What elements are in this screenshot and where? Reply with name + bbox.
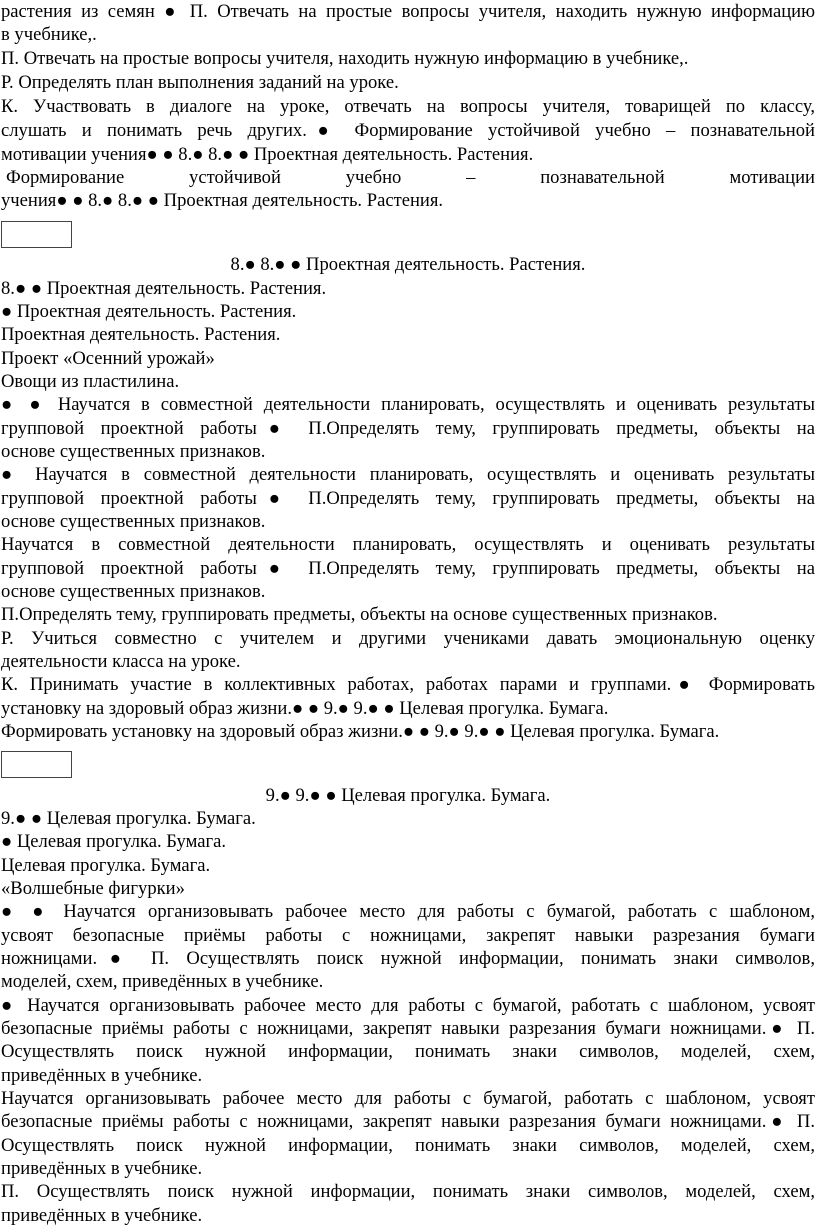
text-line: основе существенных признаков. (1, 441, 266, 462)
text-line: ● Научатся в совместной деятельности планировать, осуществлять и оценивать результаты (1, 464, 815, 485)
text-line: Научатся организовывать рабочее место для работы с бумагой, работать с шаблоном, усвоят (1, 1088, 815, 1109)
text-line: П. Отвечать на простые вопросы учителя, находить нужную информацию в учебнике,. (1, 48, 689, 69)
text-line: 9.● ● Целевая прогулка. Бумага. (1, 808, 256, 829)
text-line: безопасные приёмы работы с ножницами, закрепят навыки разрезания бумаги ножницами.● П. (1, 1018, 815, 1039)
text-line: К. Принимать участие в коллективных работах, работах парами и группами.● Формировать (1, 674, 815, 695)
text-line: приведённых в учебнике. (1, 1205, 203, 1226)
text-line: деятельности класса на уроке. (1, 651, 241, 672)
text-line: 8.● ● Проектная деятельность. Растения. (1, 278, 327, 299)
text-line: 9.● 9.● ● Целевая прогулка. Бумага. (265, 785, 551, 806)
text-line: основе существенных признаков. (1, 581, 266, 602)
text-line: групповой проектной работы● П.Определять тему, группировать предметы, объекты на (1, 418, 815, 439)
text-line: «Волшебные фигурки» (1, 878, 185, 899)
text-line: П.Определять тему, группировать предметы, объекты на основе существенных признаков. (1, 604, 718, 625)
text-line: Проектная деятельность. Растения. (1, 324, 281, 345)
text-line: Научатся в совместной деятельности планировать, осуществлять и оценивать результаты (1, 534, 815, 555)
text-line: Осуществлять поиск нужной информации, понимать знаки символов, моделей, схем, (1, 1135, 815, 1156)
text-line: мотивации учения● ● 8.● 8.● ● Проектная деятельность. Растения. (1, 144, 534, 165)
text-line: групповой проектной работы● П.Определять тему, группировать предметы, объекты на (1, 488, 815, 509)
text-line: ● Проектная деятельность. Растения. (1, 301, 297, 322)
text-line: основе существенных признаков. (1, 511, 266, 532)
empty-table-cell (1, 221, 72, 248)
text-line: установку на здоровый образ жизни.● ● 9.● 9.● ● Целевая прогулка. Бумага. (1, 698, 609, 719)
text-line: усвоят безопасные приёмы работы с ножницами, закрепят навыки разрезания бумаги (1, 925, 815, 946)
text-line: Р. Учиться совместно с учителем и другими учениками давать эмоциональную оценку (1, 628, 815, 649)
text-line: ● Целевая прогулка. Бумага. (1, 831, 226, 852)
text-line: Формировать установку на здоровый образ жизни.● ● 9.● 9.● ● Целевая прогулка. Бумага. (1, 721, 720, 742)
text-line: ножницами.● П. Осуществлять поиск нужной информации, понимать знаки символов, (1, 948, 815, 969)
text-line: моделей, схем, приведённых в учебнике. (1, 971, 324, 992)
text-line: К. Участвовать в диалоге на уроке, отвечать на вопросы учителя, товарищей по классу, (1, 96, 815, 117)
text-line: Овощи из пластилина. (1, 371, 180, 392)
text-line: ● Научатся организовывать рабочее место для работы с бумагой, работать с шаблоном, усвоят (1, 995, 815, 1016)
empty-table-cell (1, 751, 72, 778)
text-line: ● ● Научатся организовывать рабочее место для работы с бумагой, работать с шаблоном, (1, 901, 815, 922)
text-line: учения● ● 8.● 8.● ● Проектная деятельность. Растения. (1, 190, 444, 211)
text-line: Р. Определять план выполнения заданий на уроке. (1, 72, 399, 93)
text-line: ● ● Научатся в совместной деятельности планировать, осуществлять и оценивать результаты (1, 394, 815, 415)
text-line: Целевая прогулка. Бумага. (1, 855, 211, 876)
text-line: безопасные приёмы работы с ножницами, закрепят навыки разрезания бумаги ножницами.● П. (1, 1111, 815, 1132)
text-line: слушать и понимать речь других.● Формирование устойчивой учебно – познавательной (1, 120, 815, 141)
text-line: приведённых в учебнике. (1, 1158, 203, 1179)
text-line: Формирование устойчивой учебно – познавательной мотивации (6, 167, 815, 188)
text-line: в учебнике,. (1, 24, 97, 45)
text-line: групповой проектной работы● П.Определять тему, группировать предметы, объекты на (1, 558, 815, 579)
text-line: П. Осуществлять поиск нужной информации, понимать знаки символов, моделей, схем, (1, 1181, 815, 1202)
text-line: Проект «Осенний урожай» (1, 348, 215, 369)
text-line: Осуществлять поиск нужной информации, понимать знаки символов, моделей, схем, (1, 1041, 815, 1062)
text-line: 8.● 8.● ● Проектная деятельность. Растения. (230, 254, 586, 275)
text-line: приведённых в учебнике. (1, 1065, 203, 1086)
text-line: растения из семян ● П. Отвечать на простые вопросы учителя, находить нужную информацию (1, 1, 815, 22)
